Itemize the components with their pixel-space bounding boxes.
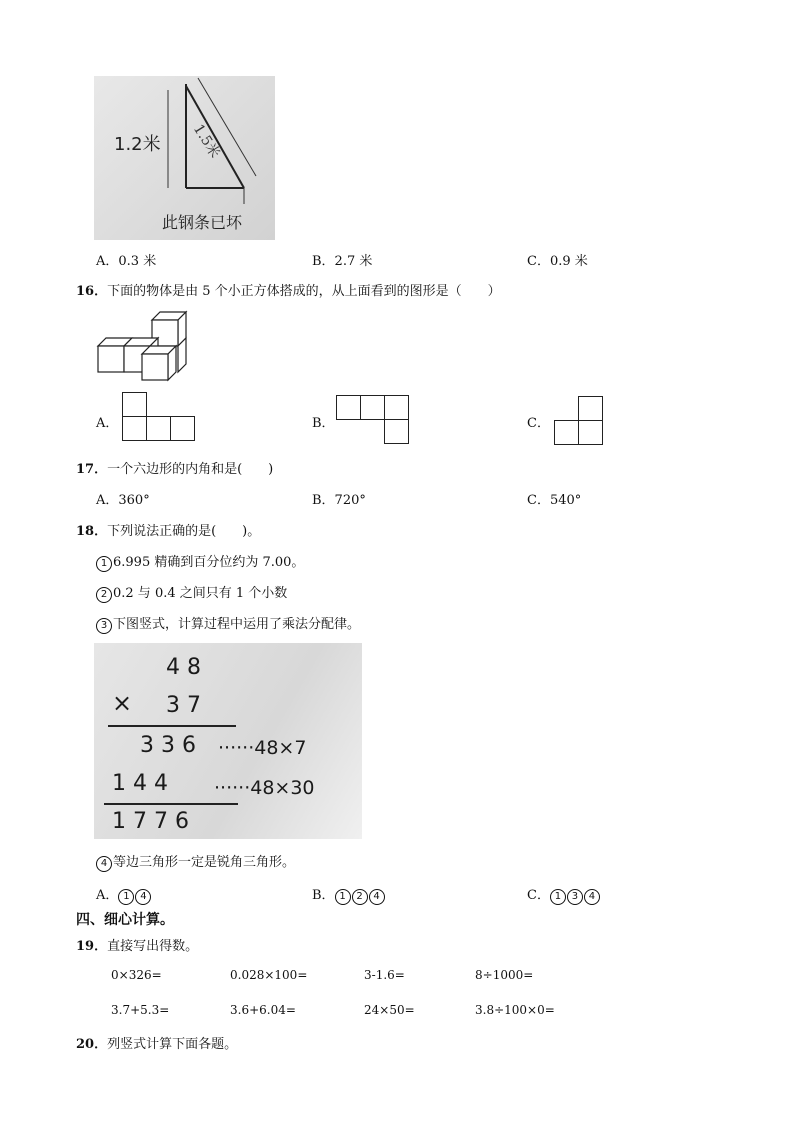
times-sign: × bbox=[112, 689, 133, 717]
q19-text: 直接写出得数。 bbox=[107, 939, 199, 954]
calc-row4: 1 4 4 bbox=[112, 771, 168, 796]
q16-option-a[interactable]: A． bbox=[96, 416, 119, 431]
q18-text: 下列说法正确的是( )。 bbox=[107, 524, 261, 539]
calc-row4-note: ······48×30 bbox=[214, 777, 315, 799]
q17-question bbox=[76, 458, 273, 477]
calc-row1: 4 8 bbox=[166, 655, 201, 680]
q16-text: 下面的物体是由 5 个小正方体搭成的，从上面看到的图形是（ ） bbox=[107, 284, 501, 299]
slant-label: 1.5米 bbox=[189, 121, 223, 161]
q16-option-b[interactable]: B． bbox=[312, 416, 335, 431]
q18-number: 18． bbox=[76, 524, 108, 539]
q18-statement-2: 2 0.2 与 0.4 之间只有 1 个小数 bbox=[96, 582, 287, 603]
calc-row5: 1 7 7 6 bbox=[112, 809, 189, 834]
calc-row3-note: ······48×7 bbox=[218, 737, 307, 759]
calc-item: 3.6+6.04= bbox=[230, 1003, 296, 1017]
calc-item: 0×326= bbox=[111, 968, 162, 982]
q17-option-c[interactable]: C．540° bbox=[527, 493, 582, 508]
q17-option-a[interactable]: A．360° bbox=[96, 493, 150, 508]
steel-bar-photo bbox=[94, 76, 275, 240]
calc-item: 0.028×100= bbox=[230, 968, 308, 982]
q16-option-c-shape[interactable] bbox=[554, 396, 602, 444]
cube-figure bbox=[96, 310, 192, 382]
q18-option-b[interactable]: B． 1 2 4 bbox=[312, 884, 386, 905]
calc-item: 24×50= bbox=[364, 1003, 415, 1017]
q18-statement-4: 4 等边三角形一定是锐角三角形。 bbox=[96, 851, 295, 872]
q18-option-a[interactable]: A． 1 4 bbox=[96, 884, 152, 905]
height-label: 1.2米 bbox=[114, 134, 161, 155]
circled-number: 4 bbox=[96, 856, 112, 872]
q16-option-b-shape[interactable] bbox=[336, 395, 410, 445]
q17-text: 一个六边形的内角和是( ) bbox=[107, 462, 274, 477]
q20-number: 20． bbox=[76, 1037, 108, 1052]
q19-question bbox=[76, 935, 198, 954]
figure-caption: 此钢条已坏 bbox=[162, 213, 243, 232]
q16-number: 16． bbox=[76, 284, 108, 299]
q18-statement-1: 1 6.995 精确到百分位约为 7.00。 bbox=[96, 551, 304, 572]
circled-number: 3 bbox=[96, 618, 112, 634]
q15-option-a[interactable]: A．0.3 米 bbox=[96, 254, 157, 269]
q16-question bbox=[76, 280, 501, 299]
q18-question bbox=[76, 520, 260, 539]
q15-option-c[interactable]: C．0.9 米 bbox=[527, 254, 588, 269]
q15-option-b[interactable]: B．2.7 米 bbox=[312, 254, 373, 269]
q16-option-a-shape[interactable] bbox=[122, 392, 194, 440]
circled-number: 2 bbox=[96, 587, 112, 603]
q19-number: 19． bbox=[76, 939, 108, 954]
q17-number: 17． bbox=[76, 462, 108, 477]
section-title: 四、细心计算。 bbox=[76, 912, 174, 928]
q20-text: 列竖式计算下面各题。 bbox=[107, 1037, 238, 1052]
calc-item: 3.8÷100×0= bbox=[475, 1003, 555, 1017]
calc-item: 8÷1000= bbox=[475, 968, 534, 982]
calc-row3: 3 3 6 bbox=[140, 733, 196, 758]
circled-number: 1 bbox=[96, 556, 112, 572]
q18-option-c[interactable]: C． 1 3 4 bbox=[527, 884, 601, 905]
q18-statement-3: 3 下图竖式，计算过程中运用了乘法分配律。 bbox=[96, 613, 360, 634]
calc-item: 3.7+5.3= bbox=[111, 1003, 170, 1017]
q20-question bbox=[76, 1033, 237, 1052]
calc-row2: 3 7 bbox=[166, 693, 201, 718]
q17-option-b[interactable]: B．720° bbox=[312, 493, 366, 508]
multiplication-photo bbox=[94, 643, 362, 839]
calc-item: 3-1.6= bbox=[364, 968, 405, 982]
q16-option-c[interactable]: C． bbox=[527, 416, 550, 431]
